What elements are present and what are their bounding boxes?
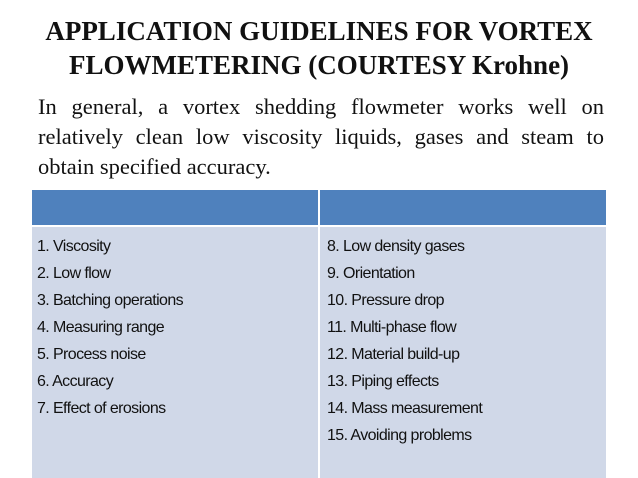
table-header-cell-left: [32, 190, 318, 225]
intro-paragraph: In general, a vortex shedding flowmeter works well on relatively clean low viscosity liquids, gases and steam to obtain specified accuracy.: [38, 94, 604, 179]
list-item: 8. Low density gases: [327, 238, 465, 255]
list-item: 10. Pressure drop: [327, 292, 444, 309]
slide-title: [0, 14, 638, 82]
table-header-cell-right: [320, 190, 606, 225]
list-item: 6. Accuracy: [37, 373, 114, 390]
guideline-list-left: [37, 233, 318, 422]
table-body-cell-right: [320, 227, 606, 478]
list-item: 11. Multi-phase flow: [327, 319, 457, 336]
list-item: 7. Effect of erosions: [37, 400, 166, 417]
list-item: 4. Measuring range: [37, 319, 165, 336]
slide-title-line-2: FLOWMETERING (COURTESY Krohne): [68, 50, 570, 80]
guidelines-table: [32, 190, 606, 478]
list-item: 9. Orientation: [327, 265, 415, 282]
slide-title-line-1: APPLICATION GUIDELINES FOR VORTEX: [45, 16, 593, 46]
list-item: 13. Piping effects: [327, 373, 439, 390]
table-body-cell-left: [32, 227, 318, 478]
list-item: 14. Mass measurement: [327, 400, 483, 417]
list-item: 5. Process noise: [37, 346, 146, 363]
list-item: 12. Material build-up: [327, 346, 460, 363]
list-item: 1. Viscosity: [37, 238, 111, 255]
list-item: 15. Avoiding problems: [327, 427, 472, 444]
list-item: 3. Batching operations: [37, 292, 184, 309]
guideline-list-right: [327, 233, 606, 449]
list-item: 2. Low flow: [37, 265, 111, 282]
